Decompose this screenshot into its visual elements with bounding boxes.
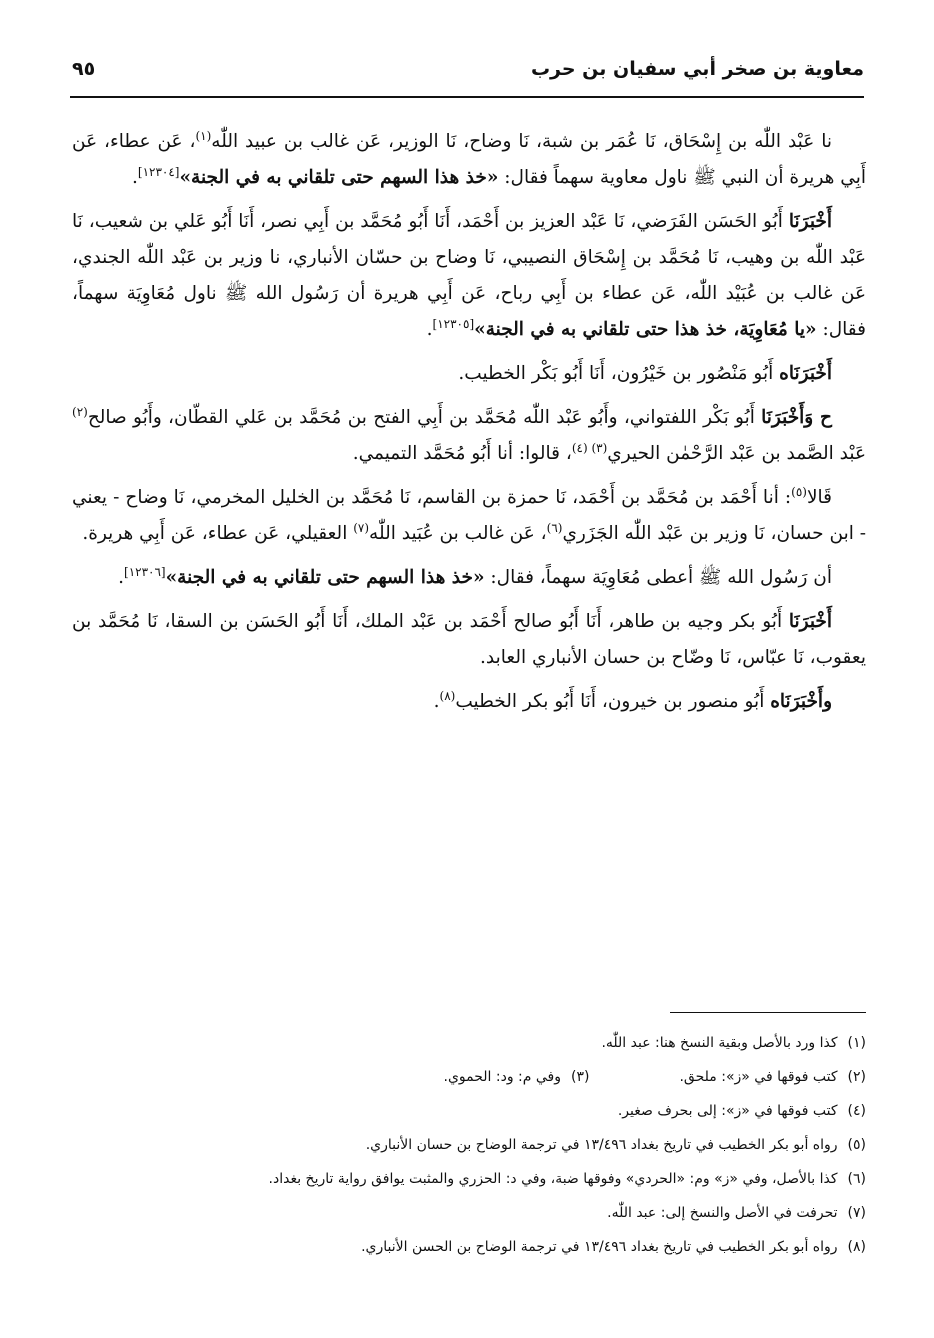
reference-marker: (٧): [353, 520, 370, 535]
transmission-keyword: أَخْبَرَنَا: [788, 611, 832, 632]
footnote-number: (٧): [847, 1205, 866, 1221]
footnote-number: (١): [847, 1035, 866, 1051]
footnote-separator: [670, 1012, 866, 1013]
text-run: أَبُو مَنْصُور بن خَيْرُون، أَنَا أَبُو بَكْر الخطيب.: [458, 363, 780, 384]
hadith-quote: «خذ هذا السهم حتى تلقاني به في الجنة»: [165, 567, 485, 588]
text-run: أَبُو منصور بن خيرون، أَنَا أَبُو بكر الخطيب: [455, 691, 771, 712]
footnote-5: [366, 1128, 866, 1162]
transmission-keyword: أَخْبَرَنَاه: [779, 363, 832, 384]
text-run: أَبُو الحَسَن الفَرَضي، نَا عَبْد العزيز بن أَحْمَد، أَنَا أَبُو مُحَمَّد بن أَبِي نصر، أَنَا أَبُو عَلي بن شعيب، نَا عَبْد اللّٰه بن وهيب، نَا مُحَمَّد بن إِسْحَاق النصيبي، نَا وضاح بن حسّان الأنباري، نا وزير بن عَبْد اللّٰه الجندي، عَن غالب بن عُبَيْد اللّٰه، عَن عطاء بن أَبِي رباح، عَن أَبِي هريرة أن رَسُول الله ﷺ ناول مُعَاوِيَة سهماً، فقال:: [72, 211, 866, 340]
text-run: .: [131, 167, 138, 188]
text-run: ، عَن عطاء، عَن أَبِي هريرة أن النبي ﷺ ناول معاوية سهماً فقال:: [72, 131, 866, 188]
text-run: : أنا أَحْمَد بن مُحَمَّد بن أَحْمَد، نَا حمزة بن القاسم، نَا مُحَمَّد بن الخليل المخرمي، نَا وضاح - يعني - ابن حسان، نَا وزير بن عَبْد اللّٰه الجَزَري: [72, 487, 866, 544]
text-run: ، قالوا: أنا أَبُو مُحَمَّد التميمي.: [352, 443, 572, 464]
paragraph: [72, 124, 866, 196]
text-run: .: [426, 319, 433, 340]
footnote-number: (٣): [571, 1069, 590, 1085]
text-run: .: [433, 691, 440, 712]
reference-marker: [١٢٣٠٤]: [137, 164, 180, 179]
reference-marker: (٢): [72, 404, 88, 419]
footnote-row: [72, 1060, 866, 1094]
text-run: نا عَبْد اللّٰه بن إِسْحَاق، نَا عُمَر بن شبة، نَا وضاح، نَا الوزير، عَن غالب بن عبيد اللّٰه: [211, 131, 832, 152]
footnote-number: (٥): [847, 1137, 866, 1153]
reference-marker: (٥): [791, 484, 807, 499]
footnote-row: [72, 1196, 866, 1230]
hadith-quote: «يا مُعَاوِيَة، خذ هذا حتى تلقاني به في الجنة»: [474, 319, 817, 340]
footnote-text: كذا بالأصل، وفي «ز» وم: «الحردي» وفوقها ضبة، وفي د: الحزري والمثبت يوافق رواية تاريخ بغداد.: [268, 1171, 838, 1187]
footnote-text: وفي م: ود: الحموي.: [443, 1069, 562, 1085]
text-run: قَالا: [806, 487, 832, 508]
footnote-6: [269, 1162, 866, 1196]
footnote-7: [607, 1196, 866, 1230]
footnote-row: [72, 1026, 866, 1060]
footnotes: [72, 1026, 866, 1264]
footnote-8: [361, 1230, 866, 1264]
reference-marker: (١): [195, 128, 212, 143]
paragraph: [72, 400, 866, 472]
paragraph: [72, 560, 866, 596]
text-run: أن رَسُول الله ﷺ أعطى مُعَاوِيَة سهماً، فقال:: [484, 567, 832, 588]
footnote-row: [72, 1230, 866, 1264]
footnote-1: [601, 1026, 866, 1060]
transmission-keyword: أَخْبَرَنَا: [788, 211, 832, 232]
footnote-text: كذا ورد بالأصل وبقية النسخ هنا: عبد اللّٰه.: [601, 1035, 838, 1051]
footnote-text: كتب فوقها في «ز»: ملحق.: [679, 1069, 838, 1085]
transmission-keyword: وأَخْبَرَنَاه: [770, 691, 832, 712]
footnote-text: كتب فوقها في «ز»: إلى بحرف صغير.: [617, 1103, 838, 1119]
footnote-number: (٤): [847, 1103, 866, 1119]
main-text: [72, 124, 866, 728]
hadith-quote: «خذ هذا السهم حتى تلقاني به في الجنة»: [179, 167, 499, 188]
footnote-number: (٢): [847, 1069, 866, 1085]
reference-marker: [١٢٣٠٦]: [124, 564, 166, 579]
text-run: .: [118, 567, 124, 588]
paragraph: [72, 204, 866, 348]
footnote-text: رواه أبو بكر الخطيب في تاريخ بغداد ١٣/٤٩٦ في ترجمة الوضاح بن حسان الأنباري.: [365, 1137, 838, 1153]
paragraph: [72, 684, 866, 720]
footnote-text: تحرفت في الأصل والنسخ إلى: عبد اللّٰه.: [607, 1205, 838, 1221]
text-run: ، عَن غالب بن عُبَيد اللّٰه: [369, 523, 547, 544]
reference-marker: [١٢٣٠٥]: [432, 316, 475, 331]
text-run: عَبْد الصَّمد بن عَبْد الرَّحْمٰن الحيري: [607, 443, 866, 464]
footnote-number: (٦): [847, 1171, 866, 1187]
text-run: العقيلي، عَن عطاء، عَن أَبِي هريرة.: [82, 523, 354, 544]
text-run: أَبُو بكر وجيه بن طاهر، أَنَا أَبُو صالح أَحْمَد بن عَبْد الملك، أَنَا أَبُو الحَسَن بن السقا، نَا مُحَمَّد بن يعقوب، نَا عبّاس، نَا وضّاح بن حسان الأنباري العابد.: [72, 611, 866, 668]
reference-marker: (٨): [439, 688, 456, 703]
reference-marker: (٦): [546, 520, 563, 535]
transmission-keyword: ح وَأَخْبَرَنَا: [761, 407, 832, 428]
paragraph: [72, 604, 866, 676]
footnote-4: [618, 1094, 866, 1128]
footnote-text: رواه أبو بكر الخطيب في تاريخ بغداد ١٣/٤٩٦ في ترجمة الوضاح بن الحسن الأنباري.: [361, 1239, 838, 1255]
paragraph: [72, 480, 866, 552]
paragraph: [72, 356, 866, 392]
footnote-row: [72, 1128, 866, 1162]
footnote-row: [72, 1094, 866, 1128]
footnote-number: (٨): [847, 1239, 866, 1255]
page-number: ٩٥: [72, 58, 96, 80]
footnote-row: [72, 1162, 866, 1196]
running-title: معاوية بن صخر أبي سفيان بن حرب: [530, 58, 864, 80]
footnote-2: [679, 1060, 866, 1094]
reference-marker: (٣) (٤): [571, 440, 608, 455]
page-header: [70, 56, 864, 98]
text-run: أَبُو بَكْر اللفتواني، وأَبُو عَبْد اللّٰه مُحَمَّد بن أَبِي الفتح بن مُحَمَّد بن عَلي القطّان، وأَبُو صالح: [87, 407, 762, 428]
footnote-3: [444, 1060, 590, 1094]
